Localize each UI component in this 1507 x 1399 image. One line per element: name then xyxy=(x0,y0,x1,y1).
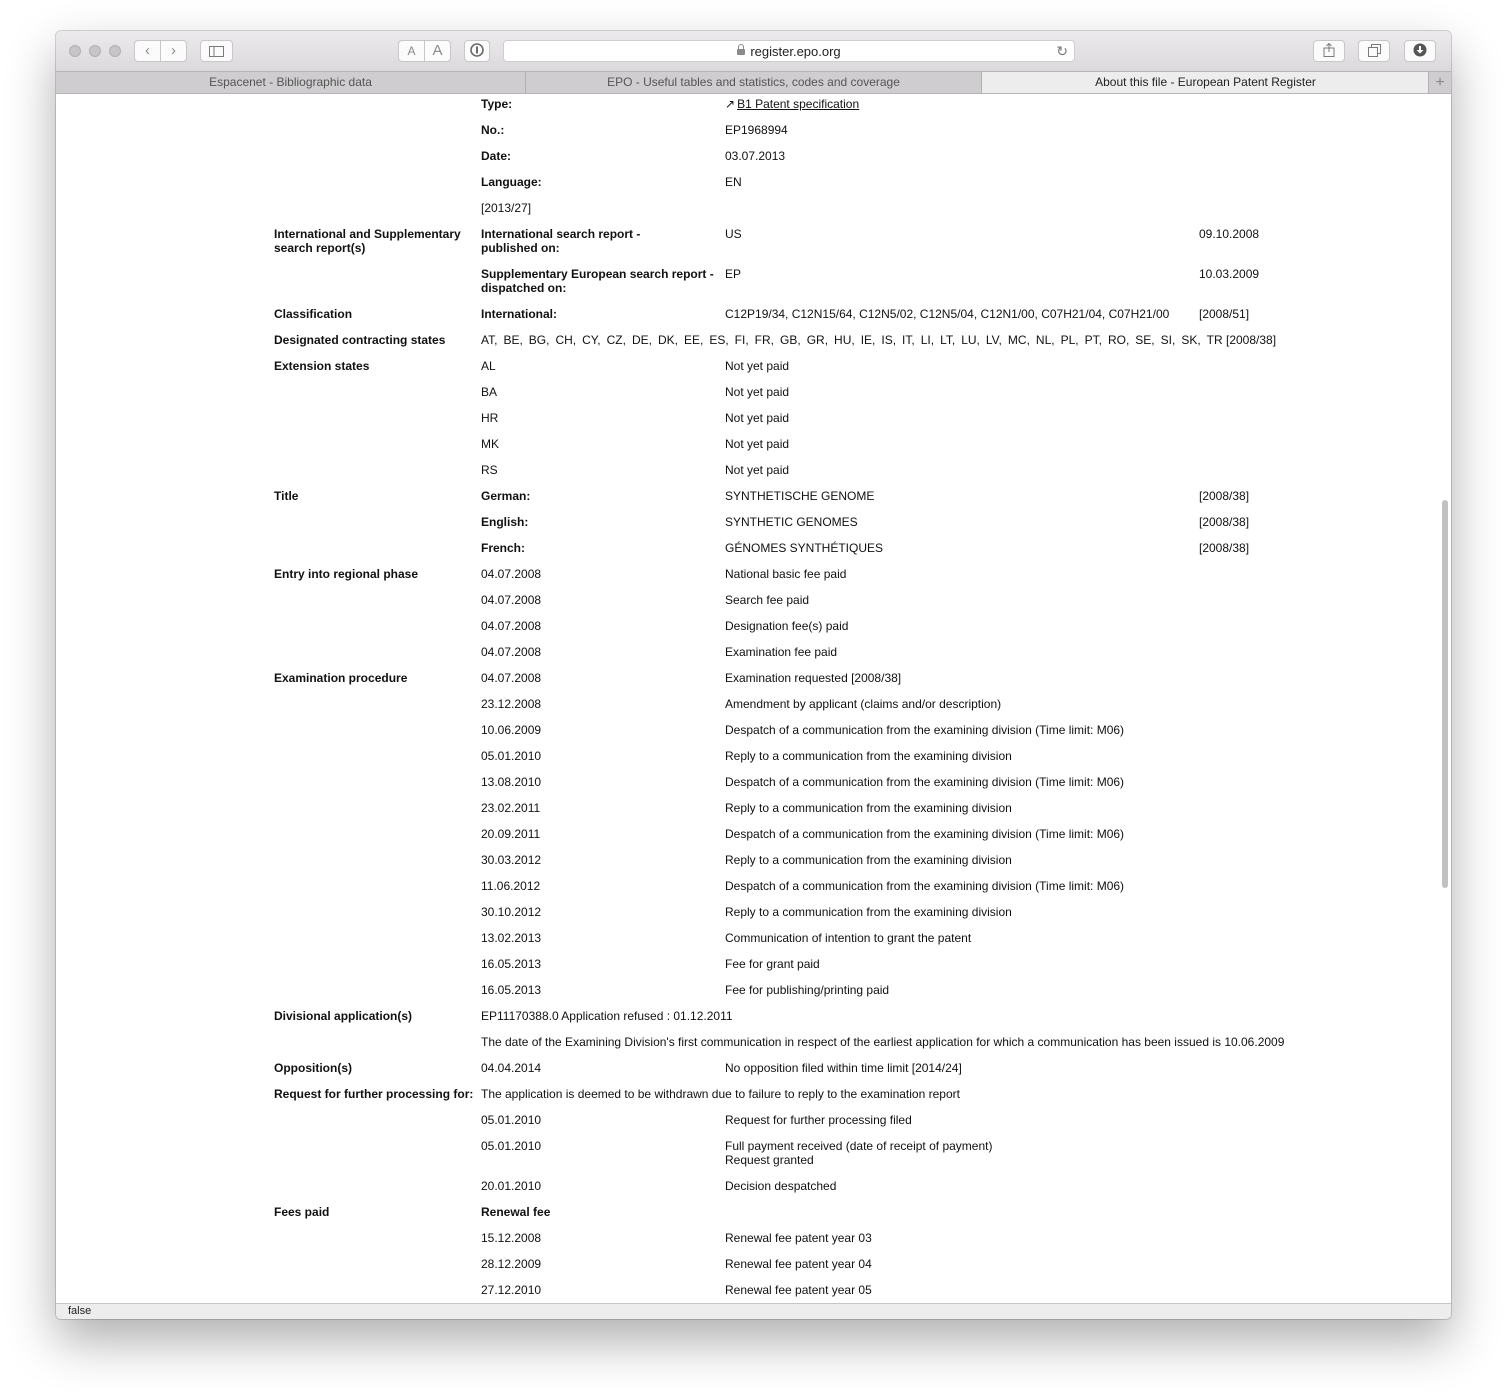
tabs-overview-icon xyxy=(1368,44,1381,57)
state-code: LI, xyxy=(920,333,935,347)
field-label: French: xyxy=(481,541,526,555)
field-label: Date: xyxy=(481,149,512,163)
state-code: EE, xyxy=(683,333,704,347)
state-code: LV, xyxy=(985,333,1002,347)
field-label: RS xyxy=(481,463,498,477)
field-label: 16.05.2013 xyxy=(481,957,542,971)
state-code: SE, xyxy=(1135,333,1155,347)
field-label: BA xyxy=(481,385,498,399)
field-label: 23.02.2011 xyxy=(481,801,541,815)
field-value: Full payment received (date of receipt of payment) Request granted xyxy=(725,1139,993,1167)
section-label: Request for further processing for: xyxy=(274,1087,474,1101)
field-value: Communication of intention to grant the patent xyxy=(725,931,972,945)
field-date: [2008/38] xyxy=(1199,489,1250,503)
designated-states-list xyxy=(481,333,1282,347)
sidebar-icon xyxy=(209,46,224,57)
field-value: Despatch of a communication from the examining division (Time limit: M06) xyxy=(725,723,1125,737)
field-label: 04.07.2008 xyxy=(481,593,542,607)
field-value: Request for further processing filed xyxy=(725,1113,912,1127)
field-value: Reply to a communication from the examining division xyxy=(725,749,1012,763)
state-code: SI, xyxy=(1160,333,1176,347)
field-label: 05.01.2010 xyxy=(481,749,542,763)
field-label: 27.12.2010 xyxy=(481,1283,542,1297)
field-value: Renewal fee patent year 05 xyxy=(725,1283,872,1297)
section-label: Entry into regional phase xyxy=(274,567,419,581)
field-date: 10.03.2009 xyxy=(1199,267,1260,281)
minimize-window-button[interactable] xyxy=(89,45,101,57)
field-label: 15.12.2008 xyxy=(481,1231,542,1245)
section-label: Designated contracting states xyxy=(274,333,446,347)
field-date: [2008/51] xyxy=(1199,307,1250,321)
tab-epo-tables[interactable]: EPO - Useful tables and statistics, codes and coverage xyxy=(607,75,900,89)
field-label: Type: xyxy=(481,97,513,111)
state-code: IS, xyxy=(881,333,897,347)
url-text: register.epo.org xyxy=(750,44,841,59)
field-value: EP xyxy=(725,267,742,281)
downloads-button[interactable] xyxy=(1404,40,1436,62)
download-icon xyxy=(1413,43,1427,57)
field-value: Examination requested [2008/38] xyxy=(725,671,902,685)
field-value: Despatch of a communication from the examining division (Time limit: M06) xyxy=(725,827,1125,841)
field-value: Not yet paid xyxy=(725,437,790,451)
field-label: HR xyxy=(481,411,499,425)
state-code: CZ, xyxy=(606,333,626,347)
state-code: FI, xyxy=(734,333,749,347)
field-label: Renewal fee xyxy=(481,1205,551,1219)
field-value: SYNTHETIC GENOMES xyxy=(725,515,858,529)
status-bar: false xyxy=(56,1303,1451,1319)
section-label: Classification xyxy=(274,307,353,321)
field-label: 23.12.2008 xyxy=(481,697,542,711)
state-code: FR, xyxy=(754,333,775,347)
field-label: 04.07.2008 xyxy=(481,567,542,581)
field-value: Renewal fee patent year 03 xyxy=(725,1231,872,1245)
back-icon[interactable]: ‹ xyxy=(145,42,150,59)
field-value: Despatch of a communication from the examining division (Time limit: M06) xyxy=(725,879,1125,893)
vertical-scrollbar[interactable] xyxy=(1442,500,1448,888)
new-tab-button[interactable]: + xyxy=(1428,72,1451,93)
external-link-icon: ↗ xyxy=(725,97,736,111)
field-value: Examination fee paid xyxy=(725,645,838,659)
field-label: 28.12.2009 xyxy=(481,1257,542,1271)
font-size-buttons xyxy=(398,40,451,62)
state-code: DE, xyxy=(631,333,652,347)
field-date: 09.10.2008 xyxy=(1199,227,1260,241)
field-label: 20.09.2011 xyxy=(481,827,541,841)
state-code: CH, xyxy=(555,333,577,347)
field-label: English: xyxy=(481,515,529,529)
field-label: 20.01.2010 xyxy=(481,1179,542,1193)
field-label: 11.06.2012 xyxy=(481,879,541,893)
field-value-wide: The application is deemed to be withdrawn due to failure to reply to the examination report xyxy=(481,1087,960,1101)
zoom-window-button[interactable] xyxy=(109,45,121,57)
field-label: 04.07.2008 xyxy=(481,645,542,659)
reload-icon[interactable]: ↻ xyxy=(1056,43,1068,59)
field-label: German: xyxy=(481,489,531,503)
field-label: [2013/27] xyxy=(481,201,532,215)
tab-about-file[interactable]: About this file - European Patent Register xyxy=(982,72,1429,93)
field-label: 05.01.2010 xyxy=(481,1139,542,1153)
lock-icon xyxy=(737,49,745,55)
field-date: [2008/38] xyxy=(1199,515,1250,529)
field-value: Despatch of a communication from the examining division (Time limit: M06) xyxy=(725,775,1125,789)
history-buttons xyxy=(134,40,187,62)
state-code: BG, xyxy=(528,333,550,347)
field-label: No.: xyxy=(481,123,505,137)
section-label: Divisional application(s) xyxy=(274,1009,413,1023)
field-value-wide: EP11170388.0 Application refused : 01.12.2011 xyxy=(481,1009,733,1023)
field-label: Supplementary European search report - dispatched on: xyxy=(481,267,714,295)
field-label: 30.03.2012 xyxy=(481,853,542,867)
page-content xyxy=(56,94,1451,1303)
state-code: IE, xyxy=(860,333,876,347)
field-value: No opposition filed within time limit [2014/24] xyxy=(725,1061,962,1075)
browser-toolbar xyxy=(56,31,1451,71)
state-code: AT, xyxy=(481,333,498,347)
field-value: EP1968994 xyxy=(725,123,788,137)
field-value: Reply to a communication from the examining division xyxy=(725,801,1012,815)
tabs-overview-button[interactable] xyxy=(1358,40,1390,62)
sidebar-button[interactable] xyxy=(200,40,233,62)
state-code: GR, xyxy=(806,333,829,347)
field-value-wide: The date of the Examining Division's first communication in respect of the earliest application for which a communication has been issued is 10.06.2009 xyxy=(481,1035,1285,1049)
field-label: 04.04.2014 xyxy=(481,1061,542,1075)
state-code: ES, xyxy=(709,333,729,347)
field-value: Not yet paid xyxy=(725,463,790,477)
field-value: GÉNOMES SYNTHÉTIQUES xyxy=(725,541,884,555)
state-code: GB, xyxy=(780,333,801,347)
field-value: Fee for grant paid xyxy=(725,957,820,971)
share-button[interactable] xyxy=(1313,40,1345,62)
address-bar[interactable] xyxy=(503,40,1075,62)
state-code: IT, xyxy=(902,333,915,347)
field-label: 04.07.2008 xyxy=(481,619,542,633)
tab-bar xyxy=(56,71,1451,94)
close-window-button[interactable] xyxy=(69,45,81,57)
field-label: 13.02.2013 xyxy=(481,931,542,945)
field-value: US xyxy=(725,227,742,241)
field-label: 10.06.2009 xyxy=(481,723,542,737)
field-value: Not yet paid xyxy=(725,385,790,399)
state-code: RO, xyxy=(1107,333,1130,347)
field-value: Reply to a communication from the examining division xyxy=(725,853,1012,867)
field-label: International search report - published on: xyxy=(481,227,641,255)
field-value: 03.07.2013 xyxy=(725,149,786,163)
state-code: MC, xyxy=(1007,333,1030,347)
field-label: International: xyxy=(481,307,558,321)
forward-icon[interactable]: › xyxy=(160,41,186,61)
state-code: LT, xyxy=(940,333,956,347)
field-label: 13.08.2010 xyxy=(481,775,542,789)
field-value: C12P19/34, C12N15/64, C12N5/02, C12N5/04, C12N1/00, C07H21/04, C07H21/00 xyxy=(725,307,1170,321)
font-smaller-button[interactable]: A xyxy=(407,44,416,58)
section-label: Examination procedure xyxy=(274,671,408,685)
state-code: SK, xyxy=(1181,333,1201,347)
reader-icon xyxy=(470,43,484,57)
section-label: Extension states xyxy=(274,359,370,373)
field-date: [2008/38] xyxy=(1199,541,1250,555)
field-value: EN xyxy=(725,175,742,189)
state-code: NL, xyxy=(1035,333,1055,347)
field-value: Decision despatched xyxy=(725,1179,837,1193)
patent-spec-link-cell xyxy=(725,97,859,111)
reader-button[interactable] xyxy=(464,40,490,62)
field-label: 30.10.2012 xyxy=(481,905,542,919)
field-label: Language: xyxy=(481,175,542,189)
state-code: PT, xyxy=(1084,333,1102,347)
state-code: TR [2008/38] xyxy=(1206,333,1277,347)
field-value: Renewal fee patent year 04 xyxy=(725,1257,872,1271)
state-code: BE, xyxy=(503,333,523,347)
field-label: MK xyxy=(481,437,499,451)
field-value: Designation fee(s) paid xyxy=(725,619,849,633)
share-icon xyxy=(1323,43,1335,57)
tab-espacenet[interactable]: Espacenet - Bibliographic data xyxy=(209,75,372,89)
field-value: SYNTHETISCHE GENOME xyxy=(725,489,875,503)
field-label: 04.07.2008 xyxy=(481,671,542,685)
section-label: Title xyxy=(274,489,299,503)
state-code: LU, xyxy=(961,333,980,347)
field-label: AL xyxy=(481,359,496,373)
state-code: CY, xyxy=(582,333,601,347)
patent-specification-link[interactable]: B1 Patent specification xyxy=(737,97,860,111)
state-code: DK, xyxy=(657,333,678,347)
section-label: Opposition(s) xyxy=(274,1061,352,1075)
state-code: PL, xyxy=(1060,333,1079,347)
browser-window xyxy=(56,31,1451,1319)
section-label: Fees paid xyxy=(274,1205,330,1219)
state-code: HU, xyxy=(834,333,855,347)
field-value: Amendment by applicant (claims and/or description) xyxy=(725,697,1002,711)
font-larger-button[interactable]: A xyxy=(424,41,450,61)
field-value: Not yet paid xyxy=(725,359,790,373)
field-label: 05.01.2010 xyxy=(481,1113,542,1127)
section-label: International and Supplementary search report(s) xyxy=(274,227,461,255)
field-label: 16.05.2013 xyxy=(481,983,542,997)
field-value: National basic fee paid xyxy=(725,567,847,581)
field-value: Search fee paid xyxy=(725,593,810,607)
field-value: Not yet paid xyxy=(725,411,790,425)
field-value: Fee for publishing/printing paid xyxy=(725,983,890,997)
field-value: Reply to a communication from the examining division xyxy=(725,905,1012,919)
